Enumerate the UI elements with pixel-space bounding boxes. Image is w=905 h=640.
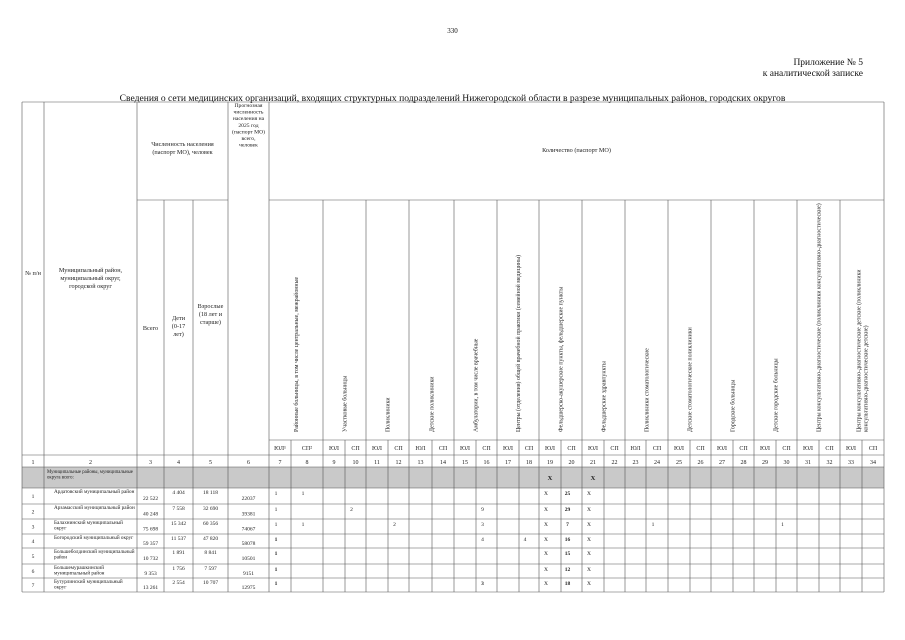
column-number: 7 [278,460,282,466]
row-cell-value: X [544,551,548,557]
yol-sp-label: ЮЛ [846,446,856,452]
column-number: 26 [697,460,704,466]
yol-sp-label: ЮЛ [545,446,555,452]
row-number: 2 [31,509,35,516]
header-total: Всего [142,325,159,332]
row-cell-value: 1 [651,522,655,528]
row-cell-value: 1 [301,522,305,528]
row-forecast: 10501 [241,556,256,562]
column-number: 30 [783,460,790,466]
row-adults: 8 841 [204,550,217,556]
row-number: 4 [31,539,35,545]
yol-sp-label: СП [438,446,448,452]
row-number: 5 [31,554,35,560]
header-population: Численность населения (паспорт МО), человек [151,141,214,156]
row-cell-value: 7 [566,522,569,528]
facility-type-header: Фельдшерско-акушерские пункты, фельдшерские пункты [558,286,565,432]
row-cell-value: 1 [274,567,278,573]
row-district-name: Бутурлинский муниципальный округ [54,579,123,591]
header-children: Дети (0-17 лет) [171,315,186,338]
column-number: 17 [505,460,511,466]
yol-sp-label: СП [739,446,748,452]
column-number: 21 [590,460,596,466]
yol-sp-label: ЮЛ [803,446,813,452]
row-adults: 18 118 [203,490,218,496]
page-number: 330 [447,27,458,35]
row-cell-value: X [587,551,591,557]
row-cell-value: 1 [274,551,278,557]
column-number: 18 [526,460,532,466]
row-cell-value: 1 [274,491,278,497]
yol-sp-label: СП² [301,446,313,452]
header-district: Муниципальный район, муниципальный округ, городской округ [58,267,123,290]
yol-sp-label: СП [782,446,791,452]
yol-sp-label: ЮЛ [717,446,727,452]
row-adults: 7 597 [204,566,217,572]
row-district-name: Большемурашкинский муниципальный район [54,565,105,577]
yol-sp-label: СП [394,446,403,452]
header-number: № п/н [25,270,41,277]
yol-sp-label: СП [610,446,619,452]
row-total: 59 357 [142,541,159,547]
header-adults: Взрослые (18 лет и старше) [197,303,224,326]
row-cell-value: 3 [481,581,484,587]
section-row-cell: X [590,475,596,482]
header-quantity: Количество (паспорт МО) [542,147,611,154]
facility-type-header: Центры (отделения) общей врачебной практики (семейной медицины) [516,254,522,432]
row-cell-value: 12 [564,567,571,573]
row-cell-value: X [544,581,548,587]
column-number: 20 [568,460,575,466]
column-number: 13 [417,460,424,466]
row-cell-value: 1 [274,522,278,528]
row-number: 1 [31,494,35,500]
facility-type-header: Центры консультативно-диагностические детские (поликлиники [856,269,863,432]
yol-sp-label: ЮЛ [415,446,426,452]
row-adults: 60 356 [202,521,219,527]
yol-sp-label: ЮЛ [503,446,513,452]
facility-type-header: Участковые больницы [342,375,349,432]
row-cell-value: X [544,522,548,528]
row-forecast: 58078 [241,541,256,547]
appendix-caption: к аналитической записке [762,69,863,79]
facility-type-header: консультативно-диагностические детские) [863,325,870,432]
row-total: 13 261 [142,585,159,591]
row-children: 15 342 [170,521,187,527]
column-number: 6 [247,460,250,466]
row-cell-value: X [544,491,548,497]
yol-sp-label: ЮЛ [630,446,641,452]
row-cell-value: X [587,581,591,587]
column-number: 29 [762,460,768,466]
row-total: 9 353 [144,571,157,577]
yol-sp-label: СП [696,446,705,452]
row-children: 1 756 [172,566,185,572]
row-total: 75 698 [142,526,159,533]
column-number: 24 [654,460,660,466]
column-number: 31 [805,460,811,466]
facility-type-header: Фельдшерские здравпункты [601,361,608,432]
column-number: 5 [209,460,212,466]
facility-type-header: Детские городские больницы [773,358,780,432]
row-cell-value: 18 [564,581,571,587]
row-cell-value: 3 [481,522,484,528]
row-cell-value: X [544,567,548,573]
column-number: 10 [352,460,359,466]
row-forecast: 74067 [241,526,256,533]
row-number: 7 [31,583,35,589]
column-number: 25 [676,460,682,466]
section-row-cell: X [547,475,553,482]
yol-sp-label: СП [825,446,834,452]
row-adults: 32 690 [202,506,219,512]
row-total: 40 248 [142,511,159,518]
row-district-name: Ардатовский муниципальный район [54,489,135,495]
row-cell-value: X [544,537,548,543]
column-number: 8 [305,460,309,466]
row-children: 1 891 [172,550,185,556]
row-cell-value: 2 [350,507,353,513]
row-adults: 10 707 [202,580,219,586]
yol-sp-label: ЮЛ [372,446,382,452]
row-forecast: 39381 [241,511,256,518]
column-number: 9 [332,460,336,466]
yol-sp-label: СП [482,446,491,452]
column-number: 11 [374,460,380,466]
row-cell-value: 16 [564,537,571,543]
row-cell-value: 1 [274,581,278,587]
row-total: 10 732 [142,556,159,562]
facility-type-header: Поликлиники [385,397,392,432]
facility-type-header: Поликлиники стоматологические [644,348,651,432]
row-cell-value: 4 [523,537,527,543]
column-number: 1 [31,460,35,466]
row-cell-value: 2 [393,522,396,528]
yol-sp-label: СП [524,446,534,452]
row-children: 2 554 [172,580,185,586]
facility-type-header: Городские больницы [730,379,737,432]
row-cell-value: X [544,507,548,513]
facility-type-header: Амбулатории, в том числе врачебные [473,338,480,432]
row-cell-value: 1 [301,491,305,497]
row-cell-value: X [587,567,591,573]
column-number: 14 [440,460,446,466]
row-cell-value: 1 [274,507,278,513]
facility-type-header: Детские стоматологические поликлиники [687,327,694,432]
row-cell-value: X [587,507,591,513]
row-cell-value: 4 [481,537,484,543]
column-number: 23 [632,460,639,466]
column-number: 22 [611,460,618,466]
row-children: 7 558 [172,506,185,512]
column-number: 4 [177,460,180,466]
row-children: 4 404 [172,490,185,496]
column-number: 27 [719,460,725,466]
yol-sp-label: ЮЛ [674,446,684,452]
column-number: 15 [462,460,468,466]
row-forecast: 9151 [243,571,254,577]
yol-sp-label: СП [868,446,878,452]
column-number: 16 [483,460,490,466]
column-number: 3 [149,460,152,466]
yol-sp-label: ЮЛ [588,446,598,452]
row-district-name: Большеболдинский муниципальный район [54,549,135,561]
row-cell-value: 9 [481,507,484,513]
facility-type-header: Детские поликлиники [429,376,436,432]
yol-sp-label: ЮЛ¹ [274,446,286,452]
row-cell-value: 15 [564,551,571,557]
row-district-name: Арзамасский муниципальный район [54,505,135,511]
row-cell-value: 25 [564,491,571,497]
row-cell-value: 1 [781,522,784,528]
row-number: 6 [31,569,35,575]
column-number: 32 [826,460,833,466]
row-cell-value: 29 [564,507,571,513]
yol-sp-label: ЮЛ [329,446,339,452]
row-children: 11 537 [171,536,186,542]
yol-sp-label: ЮЛ [760,446,770,452]
document-title: Сведения о сети медицинских организаций, входящих структурных подразделений Нижегородской области в разрезе муниципальных районов, городских округов [119,93,786,104]
facility-type-header: Центры консультативно-диагностические (поликлиники консультативно-диагностические) [816,203,823,432]
section-row-background [22,467,884,488]
column-number: 28 [740,460,747,466]
appendix-label: Приложение № 5 [793,58,863,68]
row-number: 3 [31,524,35,531]
yol-sp-label: СП [652,446,662,452]
row-forecast: 12975 [241,585,256,591]
row-forecast: 22037 [241,496,256,502]
yol-sp-label: СП [567,446,576,452]
row-district-name: Балахнинский муниципальный округ [54,520,123,532]
row-cell-value: X [587,522,591,528]
row-district-name: Богородский муниципальный округ [54,535,134,541]
header-forecast: Прогнозная численность населения на 2025 год (паспорт МО) всего, человек [231,103,266,149]
column-number: 2 [89,460,92,466]
section-row-label: Муниципальные районы, муниципальные округа всего: [47,470,133,481]
column-number: 19 [547,460,553,466]
yol-sp-label: ЮЛ [460,446,470,452]
row-cell-value: X [587,491,591,497]
row-adults: 47 820 [202,536,219,542]
yol-sp-label: СП [351,446,360,452]
column-number: 34 [870,460,876,466]
column-number: 12 [395,460,402,466]
facility-type-header: Районные больницы, в том числе центральные, межрайонные [294,276,300,432]
row-cell-value: X [587,537,591,543]
row-cell-value: 1 [274,537,278,543]
row-total: 22 522 [142,496,159,502]
column-number: 33 [848,460,854,466]
